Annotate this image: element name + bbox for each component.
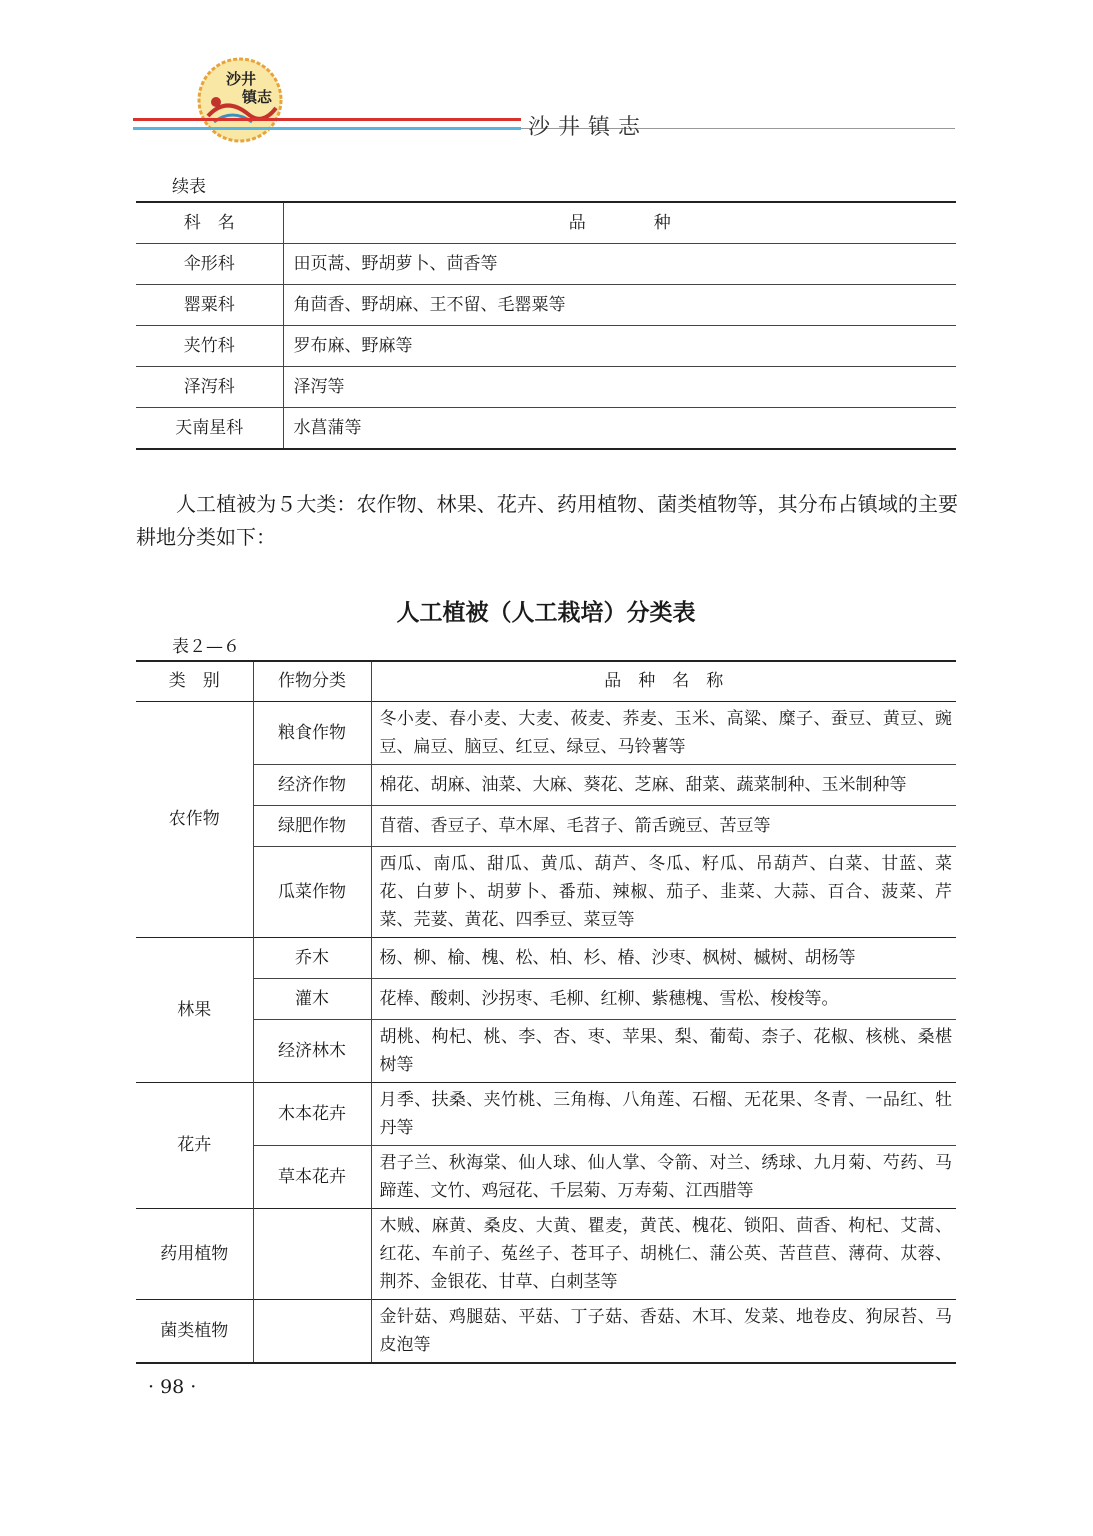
family-cell: 天南星科 <box>136 408 283 450</box>
table-row <box>136 937 956 978</box>
subcategory-cell: 草本花卉 <box>253 1145 371 1208</box>
artificial-vegetation-table <box>136 660 956 1364</box>
book-title: 沙井镇志 <box>528 115 649 140</box>
subcategory-cell: 绿肥作物 <box>253 805 371 846</box>
family-cell: 伞形科 <box>136 244 283 285</box>
table-row <box>136 1082 956 1145</box>
names-cell: 棉花、胡麻、油菜、大麻、葵花、芝麻、甜菜、蔬菜制种、玉米制种等 <box>371 764 956 805</box>
column-header: 品 种 <box>568 213 671 233</box>
subcategory-cell: 乔木 <box>253 937 371 978</box>
table-row <box>136 846 956 937</box>
names-cell: 月季、扶桑、夹竹桃、三角梅、八角莲、石榴、无花果、冬青、一品红、牡丹等 <box>371 1082 956 1145</box>
table-header-row <box>136 661 956 701</box>
subcategory-cell: 经济作物 <box>253 764 371 805</box>
column-header: 品 种 名 称 <box>604 671 724 692</box>
species-cell: 泽泻等 <box>283 367 956 408</box>
subcategory-cell: 木本花卉 <box>253 1082 371 1145</box>
table-row <box>136 701 956 764</box>
subcategory-cell <box>253 1208 371 1299</box>
family-cell: 泽泻科 <box>136 367 283 408</box>
subcategory-cell <box>253 1299 371 1363</box>
table-row <box>136 408 956 450</box>
body-paragraph: 人工植被为５大类：农作物、林果、花卉、药用植物、菌类植物等，其分布占镇域的主要耕地分类如下： <box>136 492 958 549</box>
species-cell: 水菖蒲等 <box>283 408 956 450</box>
table-row <box>136 764 956 805</box>
subcategory-cell: 经济林木 <box>253 1019 371 1082</box>
logo-text-1: 沙井 <box>226 70 257 88</box>
subcategory-cell: 粮食作物 <box>253 701 371 764</box>
names-cell: 胡桃、枸杞、桃、李、杏、枣、苹果、梨、葡萄、柰子、花椒、核桃、桑椹树等 <box>371 1019 956 1082</box>
subcategory-cell: 瓜菜作物 <box>253 846 371 937</box>
category-cell: 药用植物 <box>136 1208 253 1299</box>
header-rule-blue <box>133 127 521 130</box>
logo-seal <box>196 56 284 144</box>
table2-number: 表２—６ <box>172 637 240 657</box>
names-cell: 苜蓿、香豆子、草木犀、毛苕子、箭舌豌豆、苦豆等 <box>371 805 956 846</box>
plant-family-table <box>136 201 956 450</box>
logo-text-2: 镇志 <box>242 88 273 106</box>
family-cell: 罂粟科 <box>136 285 283 326</box>
column-header: 作物分类 <box>253 661 371 701</box>
names-cell: 冬小麦、春小麦、大麦、莜麦、荞麦、玉米、高粱、糜子、蚕豆、黄豆、豌豆、扁豆、脑豆、红豆、绿豆、马铃薯等 <box>371 701 956 764</box>
table-row <box>136 367 956 408</box>
table-row <box>136 244 956 285</box>
names-cell: 君子兰、秋海棠、仙人球、仙人掌、令箭、对兰、绣球、九月菊、芍药、马蹄莲、文竹、鸡冠花、千层菊、万寿菊、江西腊等 <box>371 1145 956 1208</box>
table-header-row <box>136 202 956 244</box>
names-cell: 杨、柳、榆、槐、松、柏、杉、椿、沙枣、枫树、槭树、胡杨等 <box>371 937 956 978</box>
table-row <box>136 326 956 367</box>
table-row <box>136 1019 956 1082</box>
names-cell: 花棒、酸刺、沙拐枣、毛柳、红柳、紫穗槐、雪松、梭梭等。 <box>371 978 956 1019</box>
category-cell: 林果 <box>136 937 253 1082</box>
table-row <box>136 978 956 1019</box>
table-row <box>136 805 956 846</box>
table2-title: 人工植被（人工栽培）分类表 <box>396 600 696 626</box>
species-cell: 田页蒿、野胡萝卜、茴香等 <box>283 244 956 285</box>
table-row <box>136 1145 956 1208</box>
table1-caption: 续表 <box>172 177 206 197</box>
table-row <box>136 1208 956 1299</box>
header-rule-red <box>133 118 521 121</box>
table-row <box>136 1299 956 1363</box>
column-header: 类 别 <box>136 661 253 701</box>
names-cell: 金针菇、鸡腿菇、平菇、丁子菇、香菇、木耳、发菜、地卷皮、狗尿苔、马皮泡等 <box>371 1299 956 1363</box>
column-header: 科 名 <box>136 202 283 244</box>
names-cell: 木贼、麻黄、桑皮、大黄、瞿麦，黄芪、槐花、锁阳、茴香、枸杞、艾蒿、红花、车前子、菟丝子、苍耳子、胡桃仁、蒲公英、苦苣苣、薄荷、苁蓉、荆芥、金银花、甘草、白刺茎等 <box>371 1208 956 1299</box>
category-cell: 农作物 <box>136 701 253 937</box>
page-number: · 98 · <box>148 1376 197 1398</box>
category-cell: 菌类植物 <box>136 1299 253 1363</box>
family-cell: 夹竹科 <box>136 326 283 367</box>
species-cell: 罗布麻、野麻等 <box>283 326 956 367</box>
subcategory-cell: 灌木 <box>253 978 371 1019</box>
names-cell: 西瓜、南瓜、甜瓜、黄瓜、葫芦、冬瓜、籽瓜、吊葫芦、白菜、甘蓝、菜花、白萝卜、胡萝卜、番茄、辣椒、茄子、韭菜、大蒜、百合、菠菜、芹菜、芫荽、黄花、四季豆、菜豆等 <box>371 846 956 937</box>
species-cell: 角茴香、野胡麻、王不留、毛罂粟等 <box>283 285 956 326</box>
table-row <box>136 285 956 326</box>
category-cell: 花卉 <box>136 1082 253 1208</box>
